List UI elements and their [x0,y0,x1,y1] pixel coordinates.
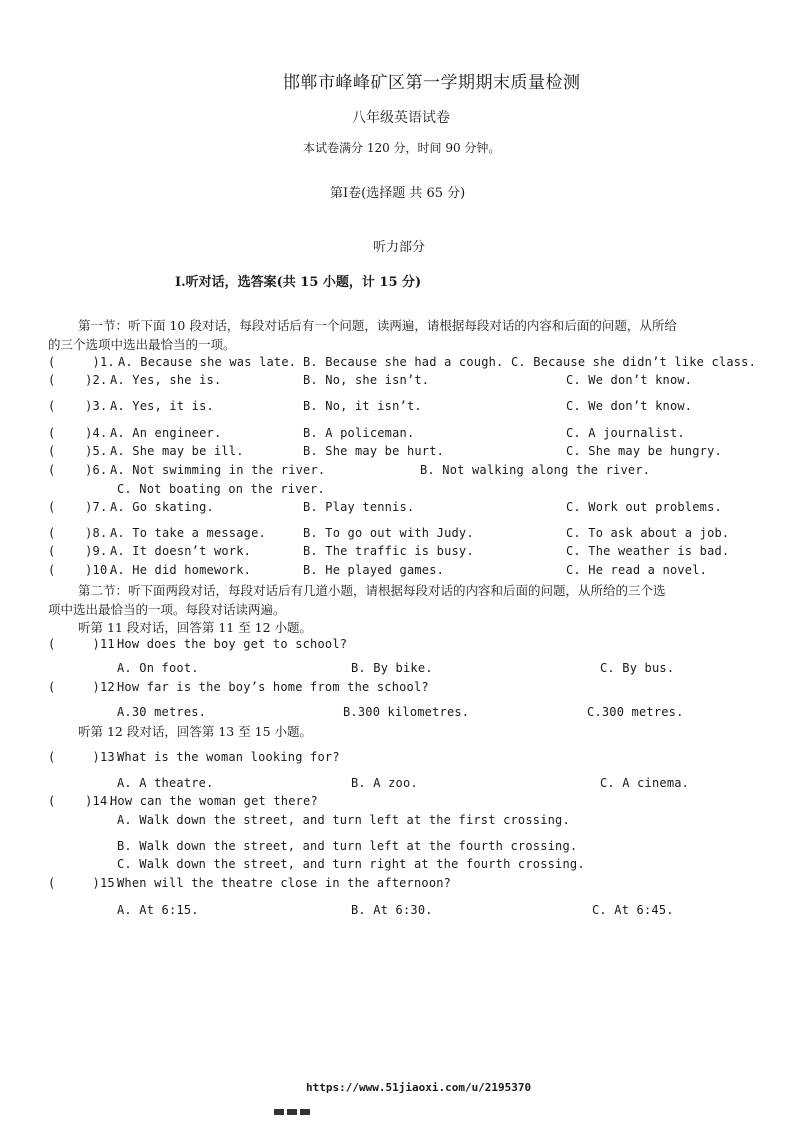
dialog-intro: 听第 12 段对话，回答第 13 至 15 小题。 [78,724,313,739]
option-c: C. Because she didn’t like class. [511,355,757,369]
option-c: C.300 metres. [587,705,684,719]
option-b: B. A policeman. [303,426,415,440]
option-c: C. At 6:45. [592,903,674,917]
option-b: B. Walk down the street, and turn left at the fourth crossing. [117,839,578,853]
option-c: C. Not boating on the river. [117,482,325,496]
exam-info: 本试卷满分 120 分，时间 90 分钟。 [303,141,501,155]
option-c: C. To ask about a job. [566,526,730,540]
section2-instruction: 第二节：听下面两段对话，每段对话后有几道小题，请根据每段对话的内容和后面的问题，从所给的三个选 [78,583,666,598]
option-c: C. Work out problems. [566,500,722,514]
question-text: When will the theatre close in the afternoon? [117,876,452,890]
question-text: How does the boy get to school? [117,637,348,651]
option-a: A. To take a message. [110,526,266,540]
question-number: ( )5. [48,444,108,458]
option-b: B. Because she had a cough. [303,355,504,369]
option-b: B. To go out with Judy. [303,526,474,540]
question-number: ( )11. [48,637,123,651]
option-c: C. A journalist. [566,426,685,440]
section1-instruction: 第一节：听下面 10 段对话，每段对话后有一个问题，读两遍，请根据每段对话的内容和后面的问题，从所给 [78,318,677,333]
option-a: A. An engineer. [110,426,222,440]
question-number: ( )3. [48,399,108,413]
section-heading: Ⅰ.听对话，选答案(共 15 小题，计 15 分) [175,275,422,290]
option-c: C. He read a novel. [566,563,708,577]
question-number: ( )4. [48,426,108,440]
part-heading: 第Ⅰ卷(选择题 共 65 分) [330,186,466,201]
option-b: B. Play tennis. [303,500,415,514]
question-number: ( )15. [48,876,123,890]
question-text: What is the woman looking for? [117,750,340,764]
page-title: 邯郸市峰峰矿区第一学期期末质量检测 [283,73,581,93]
question-number: ( )8. [48,526,108,540]
question-number: ( )13. [48,750,123,764]
dialog-intro: 听第 11 段对话，回答第 11 至 12 小题。 [78,620,313,635]
question-number: ( )10. [48,563,115,577]
option-c: C. Walk down the street, and turn right at the fourth crossing. [117,857,585,871]
question-number: ( )6. [48,463,108,477]
option-a: A. She may be ill. [110,444,244,458]
option-a: A. It doesn’t work. [110,544,252,558]
option-b: B. A zoo. [351,776,418,790]
option-b: B. The traffic is busy. [303,544,474,558]
option-b: B. No, it isn’t. [303,399,422,413]
option-c: C. We don’t know. [566,373,693,387]
option-a: A. Not swimming in the river. [110,463,326,477]
option-c: C. By bus. [600,661,675,675]
question-number: ( )7. [48,500,108,514]
question-number: ( )12. [48,680,123,694]
option-b: B. He played games. [303,563,445,577]
option-a: A. Walk down the street, and turn left at the first crossing. [117,813,570,827]
option-b: B. No, she isn’t. [303,373,430,387]
option-a: A. Yes, she is. [110,373,222,387]
option-a: A. Because she was late. [118,355,297,369]
page-subtitle: 八年级英语试卷 [352,110,450,126]
footer-logo-icon [264,1083,302,1093]
option-a: A.30 metres. [117,705,207,719]
section2-instruction-cont: 项中选出最恰当的一项。每段对话读两遍。 [48,602,286,617]
option-a: A. He did homework. [110,563,252,577]
listening-heading: 听力部分 [373,240,426,255]
question-text: How far is the boy’s home from the school? [117,680,429,694]
option-a: A. A theatre. [117,776,214,790]
option-c: C. We don’t know. [566,399,693,413]
question-number: ( )14. [48,794,115,808]
option-c: C. She may be hungry. [566,444,722,458]
option-b: B. At 6:30. [351,903,433,917]
footer-url-link[interactable]: https://www.51jiaoxi.com/u/2195370 [306,1081,532,1094]
question-number: ( )1. [48,355,115,369]
option-c: C. A cinema. [600,776,690,790]
option-b: B. Not walking along the river. [420,463,651,477]
option-a: A. Yes, it is. [110,399,214,413]
option-a: A. Go skating. [110,500,214,514]
option-c: C. The weather is bad. [566,544,730,558]
option-b: B. By bike. [351,661,433,675]
option-a: A. At 6:15. [117,903,199,917]
question-number: ( )2. [48,373,108,387]
section1-instruction-cont: 的三个选项中选出最恰当的一项。 [48,337,236,352]
option-b: B.300 kilometres. [343,705,470,719]
option-b: B. She may be hurt. [303,444,445,458]
option-a: A. On foot. [117,661,199,675]
question-number: ( )9. [48,544,108,558]
question-text: How can the woman get there? [110,794,318,808]
